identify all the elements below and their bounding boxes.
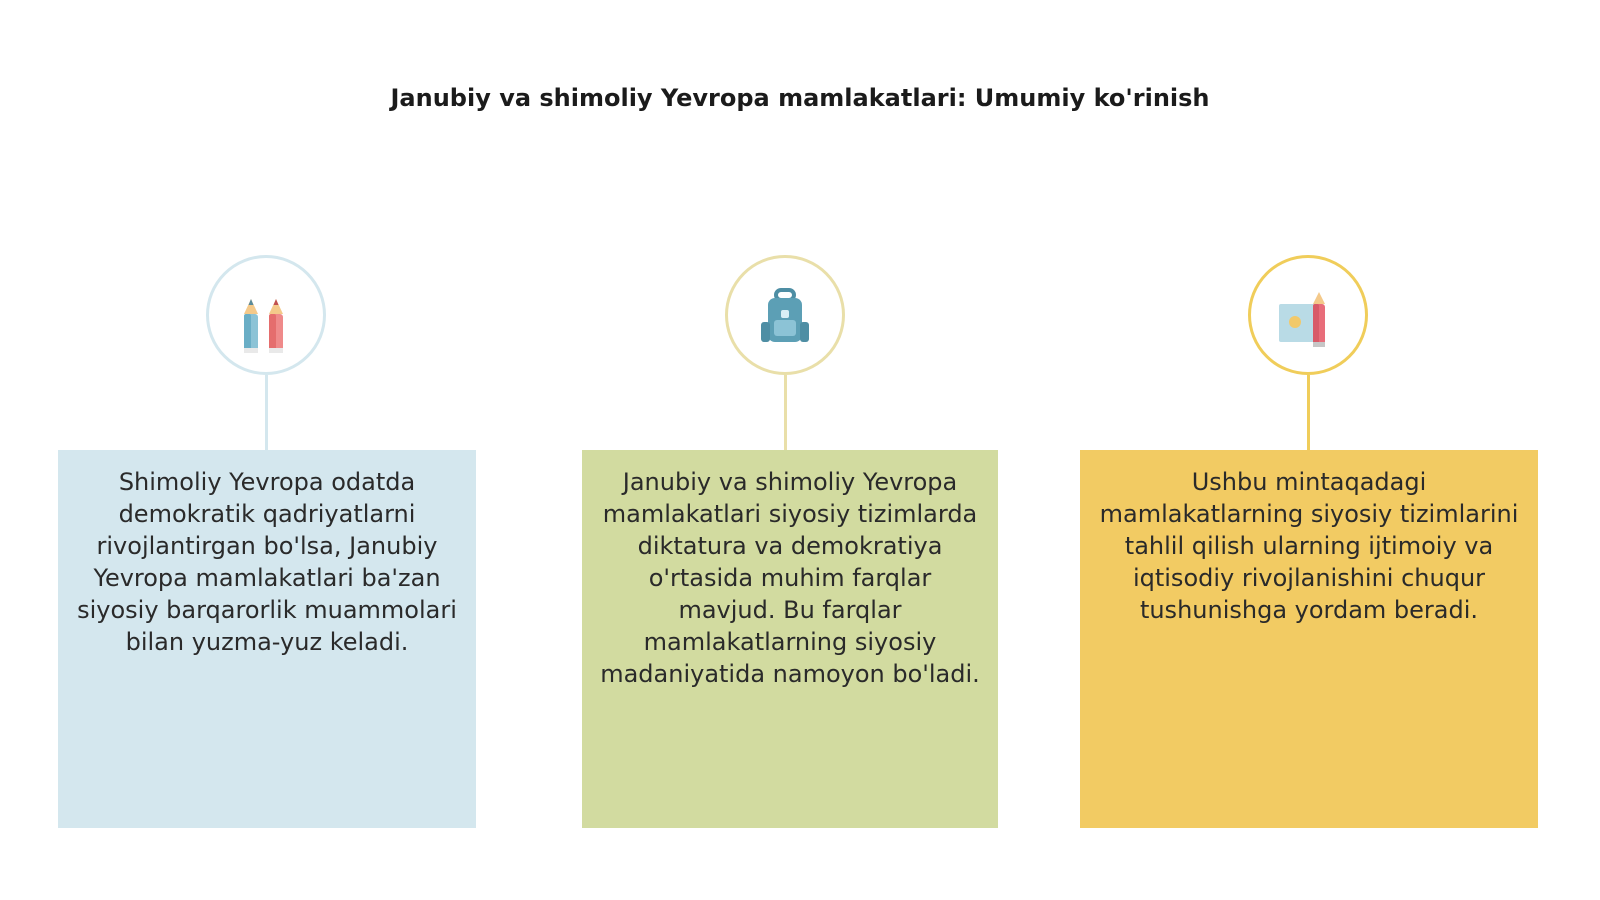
info-card-2	[582, 450, 998, 828]
info-card-2-text: Janubiy va shimoliy Yevropa mamlakatlari siyosiy tizimlarda diktatura va demokratiya o'rtasida muhim farqlar mavjud. Bu farqlar mamlakatlarning siyosiy madaniyatida namoyon bo'ladi.	[600, 468, 980, 688]
connector-line-1	[265, 375, 268, 450]
page-title: Janubiy va shimoliy Yevropa mamlakatlari: Umumiy ko'rinish	[390, 84, 1210, 112]
info-card-3	[1080, 450, 1538, 828]
info-card-1	[58, 450, 476, 828]
paper-and-pencil-icon	[1251, 258, 1365, 372]
info-card-3-text: Ushbu mintaqadagi mamlakatlarning siyosiy tizimlarini tahlil qilish ularning ijtimoiy va iqtisodiy rivojlanishini chuqur tushunishga yordam beradi.	[1099, 468, 1519, 624]
pencils-icon	[209, 258, 323, 372]
connector-line-2	[784, 375, 787, 450]
icon-circle-3	[1248, 255, 1368, 375]
icon-circle-2	[725, 255, 845, 375]
backpack-icon	[728, 258, 842, 372]
info-card-1-text: Shimoliy Yevropa odatda demokratik qadriyatlarni rivojlantirgan bo'lsa, Janubiy Yevropa mamlakatlari ba'zan siyosiy barqarorlik muammolari bilan yuzma-yuz keladi.	[77, 468, 457, 656]
icon-circle-1	[206, 255, 326, 375]
connector-line-3	[1307, 375, 1310, 450]
